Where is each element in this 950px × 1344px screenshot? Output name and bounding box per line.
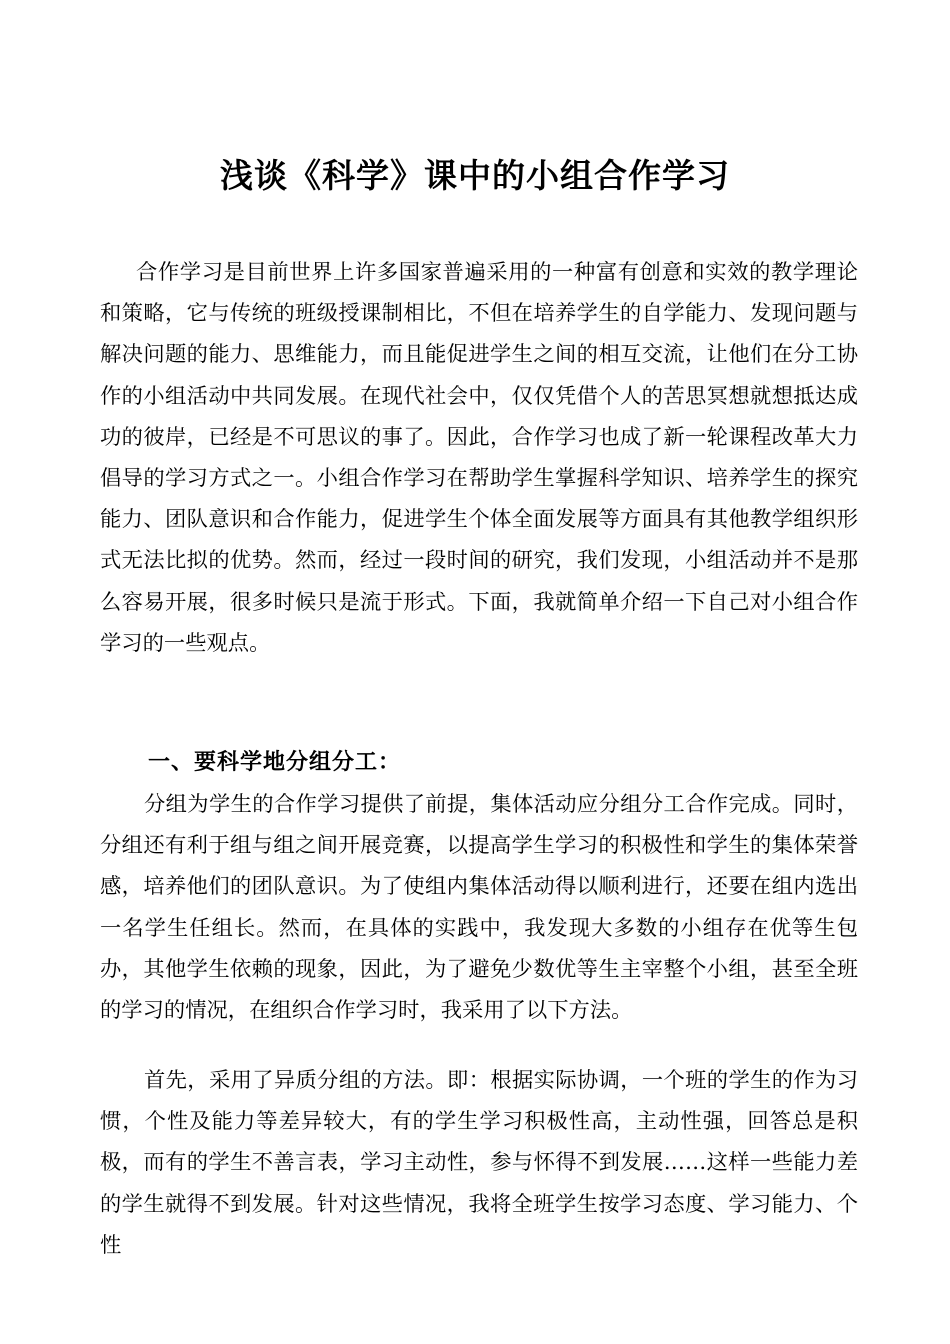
intro-paragraph: 合作学习是目前世界上许多国家普遍采用的一种富有创意和实效的教学理论和策略，它与传统的班级授课制相比，不但在培养学生的自学能力、发现问题与解决问题的能力、思维能力，而且能促进学生之间的相互交流，让他们在分工协作的小组活动中共同发展。在现代社会中，仅仅凭借个人的苦思冥想就想抵达成功的彼岸，已经是不可思议的事了。因此，合作学习也成了新一轮课程改革大力倡导的学习方式之一。小组合作学习在帮助学生掌握科学知识、培养学生的探究能力、团队意识和合作能力，促进学生个体全面发展等方面具有其他教学组织形式无法比拟的优势。然而，经过一段时间的研究，我们发现，小组活动并不是那么容易开展，很多时候只是流于形式。下面，我就简单介绍一下自己对小组合作学习的一些观点。 — [100, 260, 858, 656]
document-title: 浅谈《科学》课中的小组合作学习 — [220, 156, 730, 195]
section-heading-1: 一、要科学地分组分工： — [148, 749, 402, 775]
section1-first-paragraph: 首先，采用了异质分组的方法。即：根据实际协调，一个班的学生的作为习惯，个性及能力等差异较大，有的学生学习积极性高，主动性强，回答总是积极，而有的学生不善言表，学习主动性，参与怀得不到发展……这样一些能力差的学生就得不到发展。针对这些情况，我将全班学生按学习态度、学习能力、个性 — [100, 1068, 858, 1258]
section1-paragraph: 分组为学生的合作学习提供了前提，集体活动应分组分工合作完成。同时，分组还有利于组与组之间开展竞赛，以提高学生学习的积极性和学生的集体荣誉感，培养他们的团队意识。为了使组内集体活动得以顺利进行，还要在组内选出一名学生任组长。然而，在具体的实践中，我发现大多数的小组存在优等生包办，其他学生依赖的现象，因此，为了避免少数优等生主宰整个小组，甚至全班的学习的情况，在组织合作学习时，我采用了以下方法。 — [100, 792, 858, 1024]
